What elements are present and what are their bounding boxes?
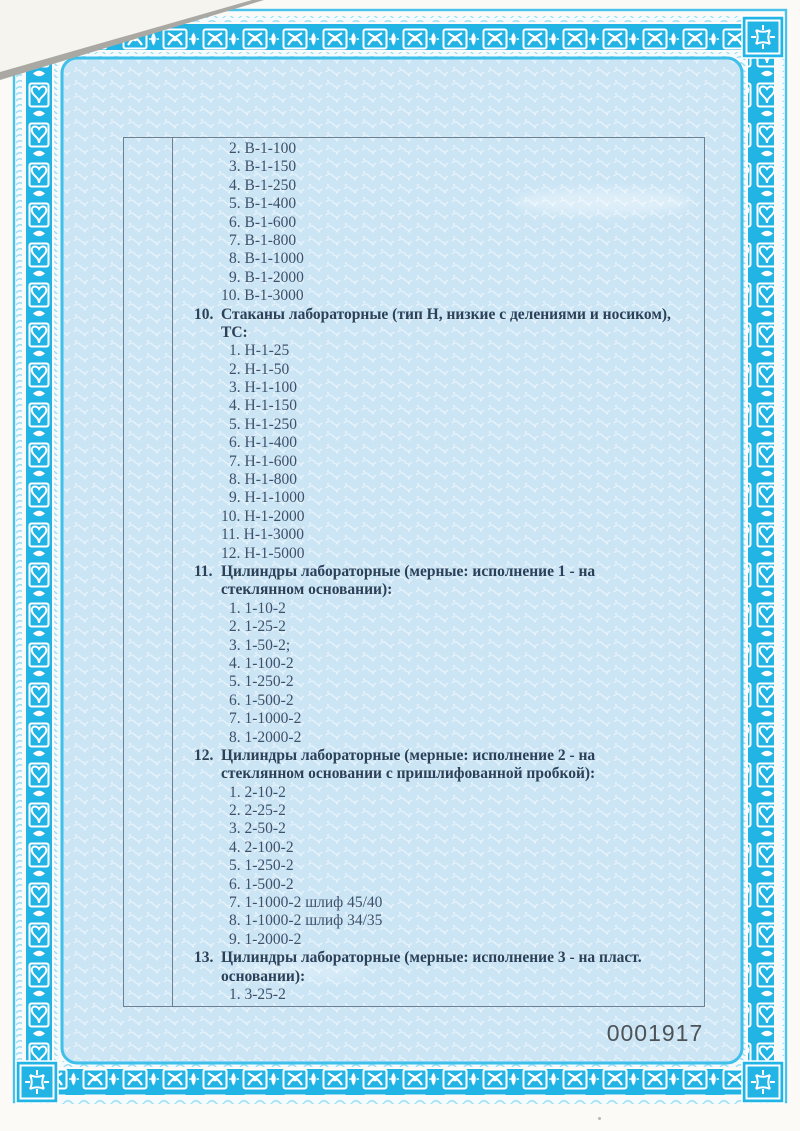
list-item: 11. Н-1-3000 [221, 526, 304, 544]
list-item: 4. В-1-250 [229, 176, 297, 194]
list-item: 6. Н-1-400 [229, 434, 298, 452]
list-item: 7. 1-1000-2 шлиф 45/40 [229, 894, 383, 912]
list-item: 3. Н-1-100 [229, 379, 298, 397]
section-heading [124, 306, 704, 324]
list-item: 1. Н-1-25 [229, 342, 290, 360]
section-heading-continuation: ТС: [221, 323, 248, 341]
list-item: 2. 2-25-2 [229, 802, 286, 820]
list-item: 8. Н-1-800 [229, 471, 298, 489]
list-item: 1. 1-10-2 [229, 599, 286, 617]
section-heading [124, 747, 704, 765]
scan-speck [598, 1117, 601, 1120]
list-item: 6. 1-500-2 [229, 691, 294, 709]
section-heading-continuation: стеклянном основании с пришлифованной пробкой): [221, 765, 596, 783]
list-item: 12. Н-1-5000 [221, 544, 305, 562]
list-item: 9. 1-2000-2 [229, 930, 302, 948]
serial-number: 0001917 [606, 1020, 704, 1046]
section-number: 11. [194, 562, 213, 580]
list-item: 6. В-1-600 [229, 213, 297, 231]
list-item: 9. В-1-2000 [229, 268, 304, 286]
list-item: 2. В-1-100 [229, 140, 297, 157]
section-heading-continuation: основании): [221, 967, 306, 985]
section-number: 12. [194, 746, 214, 764]
section-heading-continuation: стеклянном основании): [221, 581, 393, 599]
list-item: 7. Н-1-600 [229, 452, 298, 470]
list-item: 8. В-1-1000 [229, 250, 304, 268]
list-item: 2. Н-1-50 [229, 360, 290, 378]
list-item: 10. Н-1-2000 [221, 507, 305, 525]
section-number: 10. [194, 305, 214, 323]
list-item: 3. 1-50-2; [229, 636, 291, 654]
list-item: 1. 2-10-2 [229, 783, 286, 801]
list-item: 5. 1-250-2 [229, 673, 294, 691]
list-item: 3. 2-50-2 [229, 820, 286, 838]
list-item: 4. 1-100-2 [229, 654, 294, 672]
list-item: 4. Н-1-150 [229, 397, 298, 415]
list-item: 5. 1-250-2 [229, 857, 294, 875]
list-item: 4. 2-100-2 [229, 838, 294, 856]
glassware-list [124, 140, 704, 1004]
list-item: 9. Н-1-1000 [229, 489, 305, 507]
section-heading [124, 563, 704, 581]
section-title: Цилиндры лабораторные (мерные: исполнение 3 - на пласт. [221, 949, 642, 967]
section-title: Стаканы лабораторные (тип Н, низкие с делениями и носиком), [221, 305, 671, 323]
list-item: 10. В-1-3000 [221, 287, 304, 305]
list-item: 7. В-1-800 [229, 231, 297, 249]
section-number: 13. [194, 949, 214, 967]
list-item: 3. В-1-150 [229, 158, 297, 176]
list-item: 7. 1-1000-2 [229, 710, 302, 728]
list-item: 1. 3-25-2 [229, 985, 286, 1003]
section-title: Цилиндры лабораторные (мерные: исполнение 2 - на [221, 746, 596, 764]
list-item: 5. В-1-400 [229, 195, 297, 213]
list-item: 5. Н-1-250 [229, 415, 298, 433]
list-item: 6. 1-500-2 [229, 875, 294, 893]
list-item: 8. 1-2000-2 [229, 728, 302, 746]
section-heading [124, 949, 704, 967]
list-item: 8. 1-1000-2 шлиф 34/35 [229, 912, 383, 930]
section-title: Цилиндры лабораторные (мерные: исполнение 1 - на [221, 562, 596, 580]
list-table [123, 137, 705, 1007]
list-item: 2. 1-25-2 [229, 618, 286, 636]
